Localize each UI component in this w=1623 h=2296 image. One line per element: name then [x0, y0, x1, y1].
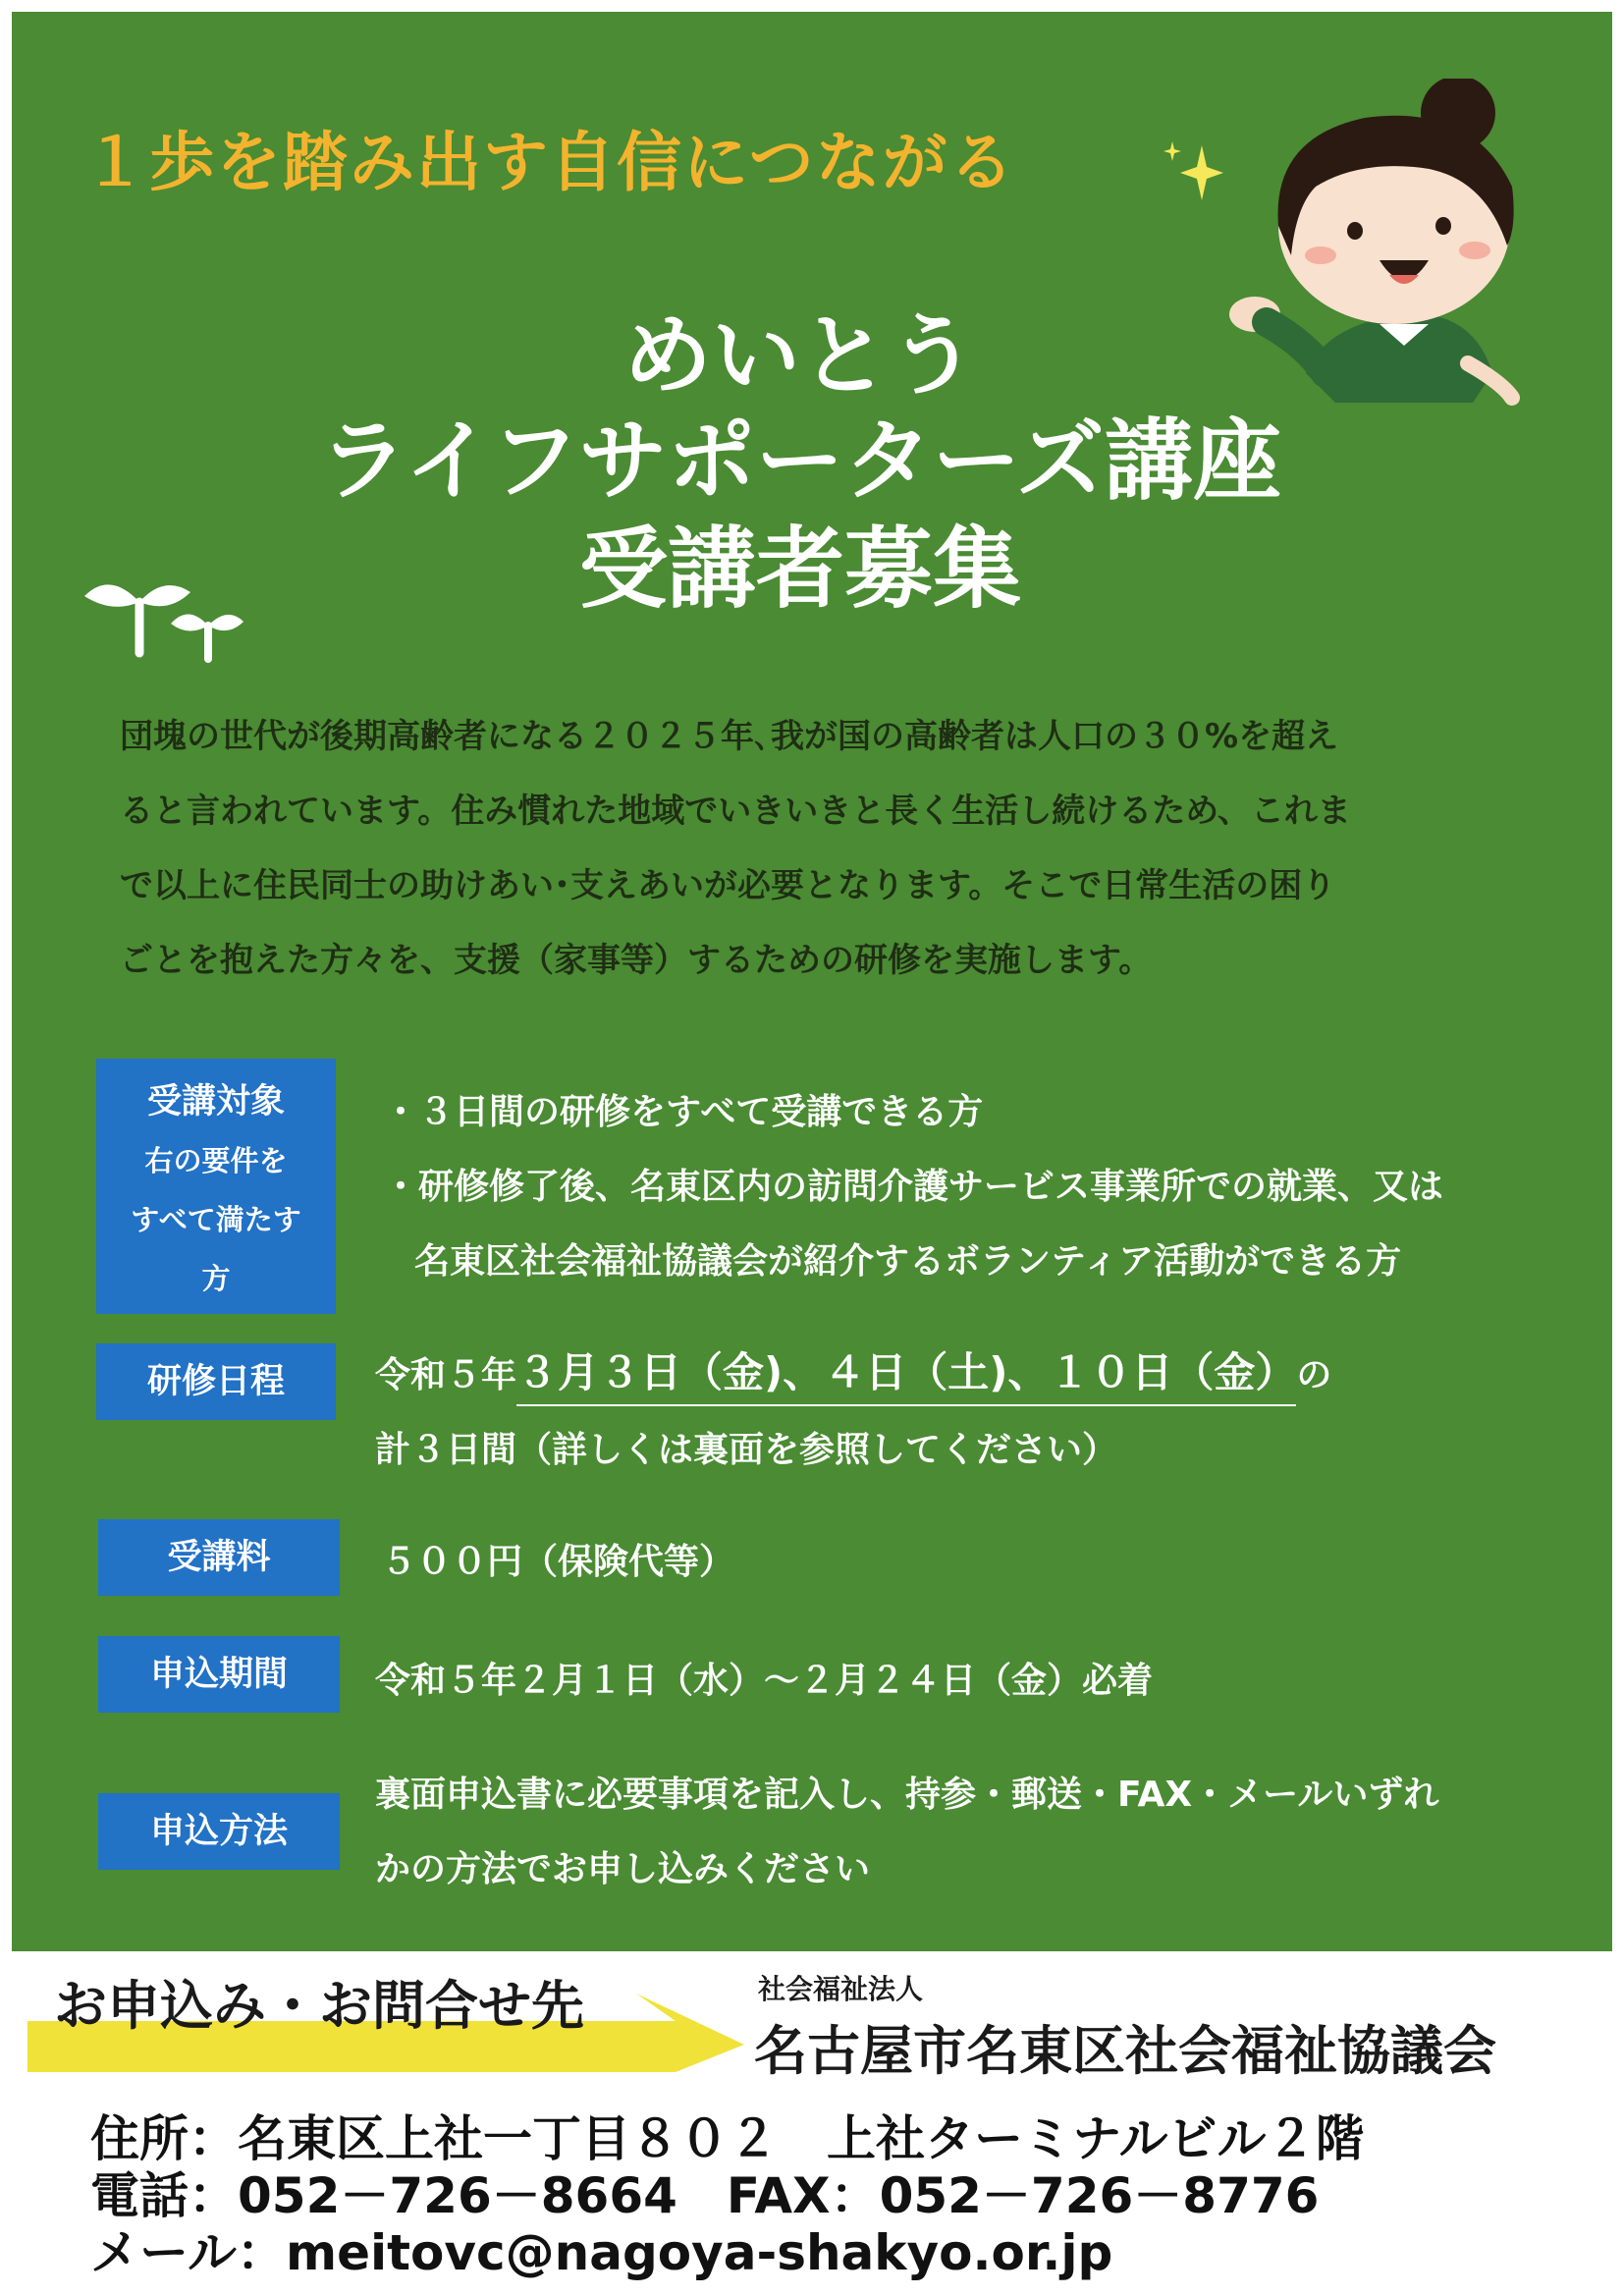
target-line: 名東区社会福祉協議会が紹介するボランティア活動ができる方	[414, 1241, 1402, 1282]
fee-label	[98, 1519, 340, 1596]
intro-line: ると言われています。住み慣れた地域でいきいきと長く生活し続けるため、これま	[120, 792, 1351, 831]
title-line-3: 受講者募集	[579, 518, 1021, 621]
method-line: かの方法でお申し込みください	[375, 1849, 871, 1889]
tagline: １歩を踏み出す自信につながる	[82, 125, 1016, 200]
intro-line: ごとを抱えた方々を、支援（家事等）するための研修を実施します。	[120, 941, 1153, 980]
schedule-line-1	[375, 1336, 1331, 1413]
email: メール：meitovc@nagoya-shakyo.or.jp	[90, 2224, 1113, 2281]
org-name: 名古屋市名東区社会福祉協議会	[754, 2020, 1496, 2082]
method-line: 裏面申込書に必要事項を記入し、持参・郵送・FAX・メールいずれ	[375, 1775, 1439, 1815]
org-prefix: 社会福祉法人	[758, 1973, 924, 2005]
period-value: 令和５年２月１日（水）～２月２４日（金）必着	[375, 1661, 1154, 1701]
intro-line: 団塊の世代が後期高齢者になる２０２５年､我が国の高齢者は人口の３０%を超え	[120, 717, 1339, 756]
period-label	[98, 1636, 340, 1713]
title-line-2: ライフサポーターズ講座	[318, 410, 1282, 513]
target-line: ・研修修了後、名東区内の訪問介護サービス事業所での就業、又は	[383, 1167, 1444, 1207]
schedule-line-2: 計３日間（詳しくは裏面を参照してください）	[375, 1430, 1118, 1470]
target-label-sub: 方	[201, 1262, 231, 1295]
schedule-detail	[375, 1336, 1331, 1488]
target-label-sub: 右の要件を	[144, 1144, 288, 1177]
contact-heading: お申込み・お問合せ先	[54, 1975, 584, 2037]
fee-label-text: 受講料	[167, 1538, 271, 1577]
title-line-1: めいとう	[623, 304, 977, 408]
schedule-dates: ３月３日（金)、４日（土)、１０日（金）	[516, 1348, 1296, 1406]
intro-paragraph	[120, 699, 1514, 998]
period-label-text: 申込期間	[149, 1655, 288, 1694]
target-detail	[383, 1075, 1443, 1299]
schedule-label-text: 研修日程	[146, 1362, 285, 1401]
target-label-sub: すべて満たす	[131, 1203, 301, 1236]
address: 住所：名東区上社一丁目８０２ 上社ターミナルビル２階	[90, 2110, 1365, 2167]
intro-line: で以上に住民同士の助けあい･支えあいが必要となります。そこで日常生活の困り	[120, 866, 1336, 905]
method-label	[98, 1793, 340, 1870]
method-label-text: 申込方法	[149, 1812, 288, 1851]
method-detail	[375, 1758, 1438, 1907]
target-line: ・３日間の研修をすべて受講できる方	[383, 1092, 984, 1132]
target-label	[96, 1059, 336, 1314]
target-label-main: 受講対象	[146, 1082, 285, 1121]
phone-fax: 電話：052－726－8664 FAX：052－726－8776	[90, 2167, 1320, 2224]
fee-value: ５００円（保険代等）	[381, 1542, 735, 1582]
schedule-label	[96, 1343, 336, 1420]
schedule-suffix: の	[1296, 1355, 1332, 1395]
schedule-prefix: 令和５年	[375, 1355, 517, 1395]
